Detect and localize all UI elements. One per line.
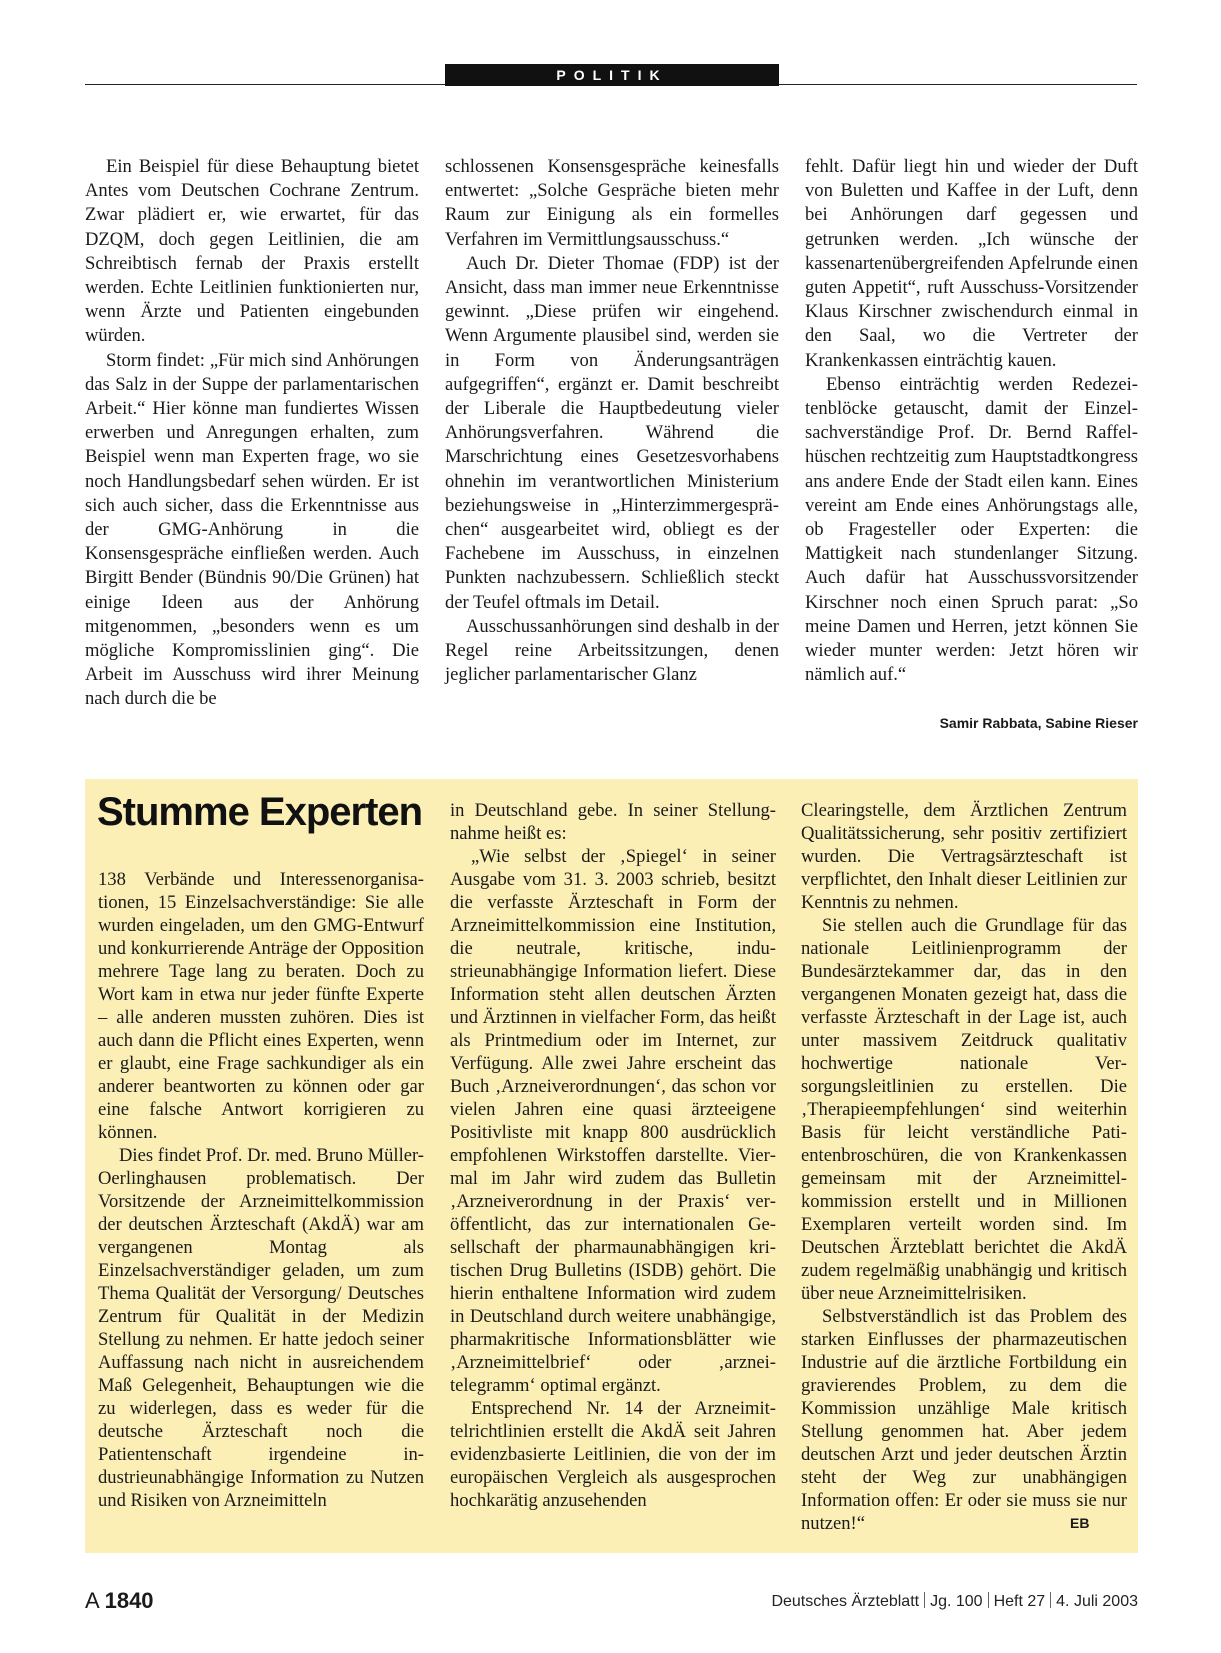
article-column-3: [805, 155, 1138, 687]
paragraph: Dies findet Prof. Dr. med. Bruno Müller-Oerlinghausen problematisch. Der Vorsitzende der Arzneimittelkommission der deutschen Ärzteschaft (AkdÄ) war am vergangenen Montag als Einzelsachverständiger geladen, um zum Thema Qualität der Versorgung/ Deutsches Zentrum für Qualität in der Medizin Stellung zu nehmen. Er hatte jedoch seiner Auffassung nach nicht in ausreichendem Maß Gelegenheit, Behauptungen wie die zu widerlegen, dass es weder für die deutsche Ärzteschaft noch die Patientenschaft irgendeine industrieunabhängige Information zu Nutzen und Risiken von Arzneimitteln: [98, 1145, 424, 1511]
box-column-1: [98, 868, 424, 1512]
separator: [988, 1592, 989, 1608]
paragraph: Sie stellen auch die Grundlage für das nationale Leitlinienprogramm der Bundesärztekammer dar, das in den vergangenen Monaten gezeigt hat, dass die verfasste Ärzteschaft in der Lage ist, auch unter massivem Zeitdruck qualitativ hochwertige nationale Versorgungsleitlinien zu erstellen. Die ‚Therapieempfehlungen‘ sind weiterhin Basis für leicht verständliche Patientenbroschüren, die von Krankenkassen gemeinsam mit der Arzneimittelkommission erstellt und in Millionen Exemplaren verteilt worden sind. Im Deutschen Ärzteblatt berichtet die AkdÄ zudem regelmäßig unabhängig und kritisch über neue Arzneimittelrisiken.: [801, 915, 1127, 1304]
paragraph: Ein Beispiel für diese Behauptung bietet Antes vom Deutschen Cochrane Zentrum. Zwar plädiert er, wie erwartet, für das DZQM, doch gegen Leitlinien, die am Schreibtisch fernab der Praxis erstellt werden. Echte Leitlinien funktionierten nur, wenn Ärzte und Patienten eingebunden würden.: [85, 156, 419, 347]
paragraph: „Wie selbst der ‚Spiegel‘ in seiner Ausgabe vom 31. 3. 2003 schrieb, besitzt die verfasste Ärzteschaft in Form der Arzneimittelkommission eine Institution, die neutrale, kritische, industrieunabhängige Information liefert. Diese Information steht allen deutschen Ärzten und Ärztinnen in vielfacher Form, das heißt als Printmedium oder im Internet, zur Verfügung. Alle zwei Jahre erscheint das Buch ‚Arzneiverordnungen‘, das schon vor vielen Jahren eine quasi ärzteeigene Positivliste mit knapp 800 ausdrücklich empfohlenen Wirkstoffen darstellte. Viermal im Jahr wird zudem das Bulletin ‚Arzneiverordnung in der Praxis‘ veröffentlicht, das zur internationalen Gesellschaft der pharmaunabhängigen kritischen Drug Bulletins (ISDB) gehört. Die hierin enthaltene Information wird zudem in Deutschland durch weitere unabhängige, pharmakritische Informationsblätter wie ‚Arzneimittelbrief‘ oder ‚arznei-telegramm‘ optimal ergänzt.: [450, 846, 776, 1396]
paragraph: Ausschussanhörungen sind deshalb in der Regel reine Arbeitssitzungen, denen jeglicher parlamentarischer Glanz: [445, 615, 779, 686]
paragraph: Clearingstelle, dem Ärztlichen Zentrum Qualitätssicherung, sehr positiv zertifiziert wurden. Die Vertragsärzteschaft ist verpflichtet, den Inhalt dieser Leitlinien zur Kenntnis zu nehmen.: [801, 800, 1127, 913]
paragraph: Auch Dr. Dieter Thomae (FDP) ist der Ansicht, dass man immer neue Erkenntnisse gewinnt. „Diese prüfen wir eingehend. Wenn Argumente plausibel sind, werden sie in Form von Änderungsanträgen aufgegriffen“, ergänzt er. Damit beschreibt der Liberale die Hauptbedeutung vieler Anhörungsverfahren. Während die Marschrichtung eines Gesetzesvorhabens ohnehin im verantwortlichen Ministerium beziehungsweise in „Hinterzimmergesprächen“ ausgearbeitet wird, obliegt es der Fachebene im Ausschuss, in einzelnen Punkten nachzubessern. Schließlich steckt der Teufel oftmals im Detail.: [445, 252, 779, 613]
separator: [1050, 1592, 1051, 1608]
page-number: [85, 1588, 154, 1614]
journal-volume: Jg. 100: [930, 1593, 983, 1610]
journal-info: [771, 1592, 1138, 1611]
box-column-3: [801, 799, 1127, 1535]
section-label: POLITIK: [445, 64, 779, 86]
paragraph: Selbstverständlich ist das Problem des starken Einflusses der pharmazeutischen Industrie auf die ärztliche Fortbildung ein gravierendes Problem, zu dem die Kommission unzählige Male kritisch Stellung genommen hat. Aber jedem deutschen Arzt und jeder deutschen Ärztin steht der Weg zur unabhängigen Information offen: Er oder sie muss sie nur nutzen!“: [801, 1306, 1127, 1534]
box-column-2: [450, 799, 776, 1512]
paragraph: 138 Verbände und Interessenorganisationen, 15 Einzelsachverständige: Sie alle wurden eingeladen, um den GMG-Entwurf und konkurrierende Anträge der Opposition mehrere Tage lang zu beraten. Doch zu Wort kam in etwa nur jeder fünfte Experte – alle anderen mussten zuhören. Dies ist auch dann die Pflicht eines Experten, wenn er glaubt, eine Frage sachkundiger als ein anderer beantworten zu können oder gar eine falsche Antwort korrigieren zu können.: [98, 869, 424, 1143]
paragraph: Ebenso einträchtig werden Redezeitenblöcke getauscht, damit der Einzelsachverständige Prof. Dr. Bernd Raffelhüschen rechtzeitig zum Hauptstadtkongress ans andere Ende der Stadt eilen kann. Eines vereint am Ende eines Anhörungstags alle, ob Fragesteller oder Experten: die Mattigkeit nach stundenlanger Sitzung. Auch dafür hat Ausschussvorsitzender Kirschner noch einen Spruch parat: „So meine Damen und Herren, jetzt können Sie wieder munter werden: Jetzt hören wir nämlich auf.“: [805, 373, 1138, 686]
separator: [924, 1592, 925, 1608]
page-number-value: 1840: [104, 1588, 154, 1613]
paragraph: in Deutschland gebe. In seiner Stellungnahme heißt es:: [450, 800, 776, 844]
article-column-1: [85, 155, 419, 712]
journal-issue: Heft 27: [993, 1593, 1046, 1610]
box-title: Stumme Experten: [97, 790, 423, 834]
page-prefix: A: [85, 1588, 99, 1613]
paragraph: fehlt. Dafür liegt hin und wieder der Duft von Buletten und Kaffee in der Luft, denn bei Anhörungen darf gegessen und getrunken werden. „Ich wünsche der kassenartenübergreifenden Apfelrunde einen guten Appetit“, ruft Ausschuss-Vorsitzender Klaus Kirschner zwischendurch einmal in den Saal, wo die Vertreter der Krankenkassen einträchtig kauen.: [805, 156, 1138, 371]
paragraph: schlossenen Konsensgespräche keinesfalls entwertet: „Solche Gespräche bieten mehr Raum zur Einigung als ein formelles Verfahren im Vermittlungsausschuss.“: [445, 156, 779, 250]
journal-date: 4. Juli 2003: [1056, 1593, 1138, 1610]
box-signature: EB: [1070, 1515, 1090, 1531]
paragraph: Storm findet: „Für mich sind Anhörungen das Salz in der Suppe der parlamentarischen Arbeit.“ Hier könne man fundiertes Wissen erwerben und Anregungen erhalten, zum Beispiel wenn man Experten frage, wo sie noch Handlungsbedarf sehen würden. Er ist sich auch sicher, dass die Erkenntnisse aus der GMG-Anhörung in die Konsensgespräche einfließen werden. Auch Birgitt Bender (Bündnis 90/Die Grünen) hat einige Ideen aus der Anhörung mitgenommen, „besonders wenn es um mögliche Kompromisslinien ging“. Die Arbeit im Ausschuss wird ihrer Meinung nach durch die be: [85, 349, 419, 710]
paragraph: Entsprechend Nr. 14 der Arzneimittelrichtlinien erstellt die AkdÄ seit Jahren evidenzbasierte Leitlinien, die von der im europäischen Vergleich als ausgesprochen hochkarätig anzusehenden: [450, 1398, 776, 1511]
journal-name: Deutsches Ärzteblatt: [771, 1593, 920, 1610]
article-column-2: [445, 155, 779, 687]
article-authors: Samir Rabbata, Sabine Rieser: [939, 715, 1138, 731]
